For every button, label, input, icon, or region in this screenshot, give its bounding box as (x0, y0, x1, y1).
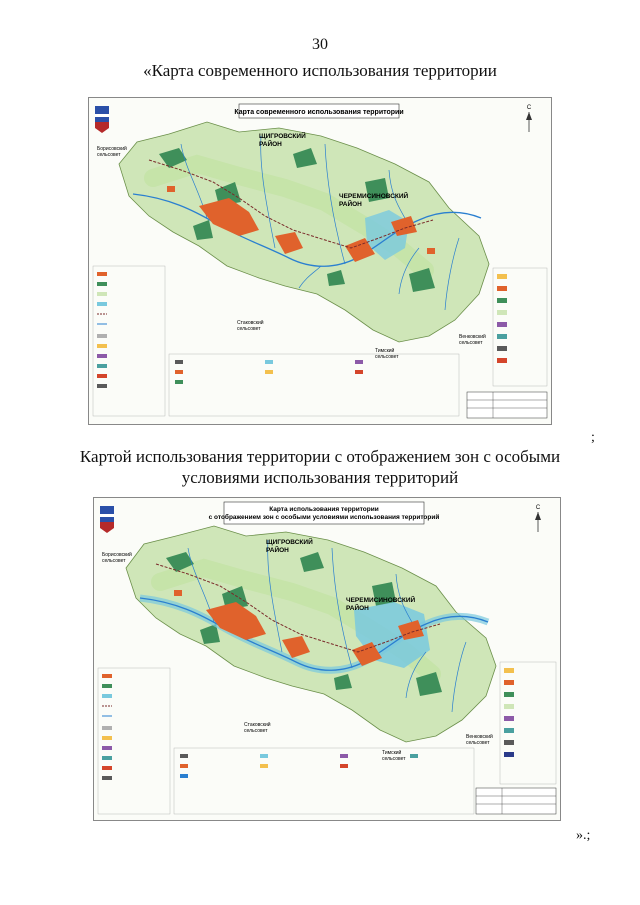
map-caption-current-use: «Карта современного использования территории (143, 61, 497, 80)
region-label-north: ЩИГРОВСКИЙ РАЙОН (266, 539, 313, 554)
council-label-east: Венковский сельсовет (466, 734, 493, 746)
compass-rose (526, 105, 532, 132)
map-legend-right (493, 268, 547, 386)
map-current-use-drawing (89, 98, 551, 424)
map-legend-left (98, 668, 170, 814)
map-caption-special-zones: Картой использования территории с отображением зон с особыми условиями использования территорий (79, 447, 561, 487)
council-label-south-east: Тимский сельсовет (382, 750, 406, 762)
map-special-zones-drawing (94, 498, 560, 820)
map-legend-bottom (174, 748, 474, 814)
council-label-west: Борисовский сельсовет (102, 552, 132, 564)
page-number: 30 (312, 36, 328, 53)
map-legend-bottom (169, 354, 459, 416)
map-title-block (467, 392, 547, 418)
council-label-south: Стаковский сельсовет (244, 722, 271, 734)
map-legend-left (93, 266, 165, 416)
closing-quote-mark: ».; (576, 828, 591, 843)
map-title: Карта современного использования территории (234, 109, 404, 116)
semicolon-mark: ; (591, 430, 595, 445)
svg-text:С: С (526, 105, 532, 111)
coat-of-arms (95, 106, 109, 133)
map-special-zones (93, 497, 561, 821)
council-label-west: Борисовский сельсовет (97, 146, 127, 158)
map-title-block (476, 788, 556, 814)
council-label-south: Стаковский сельсовет (237, 320, 264, 332)
map-current-use (88, 97, 552, 425)
region-label-east: ЧЕРЕМИСИНОВСКИЙ РАЙОН (346, 597, 416, 612)
coat-of-arms (100, 506, 114, 533)
compass-rose (535, 505, 541, 532)
map-legend-right (500, 662, 556, 784)
council-label-east: Венковский сельсовет (459, 334, 486, 346)
region-label-east: ЧЕРЕМИСИНОВСКИЙ РАЙОН (339, 193, 409, 208)
council-label-south-east: Тимский сельсовет (375, 348, 399, 360)
region-label-north: ЩИГРОВСКИЙ РАЙОН (259, 133, 306, 148)
svg-text:С: С (535, 505, 541, 511)
map-title: Карта использования территории с отображением зон с особыми условиями использования территорий (208, 506, 440, 521)
